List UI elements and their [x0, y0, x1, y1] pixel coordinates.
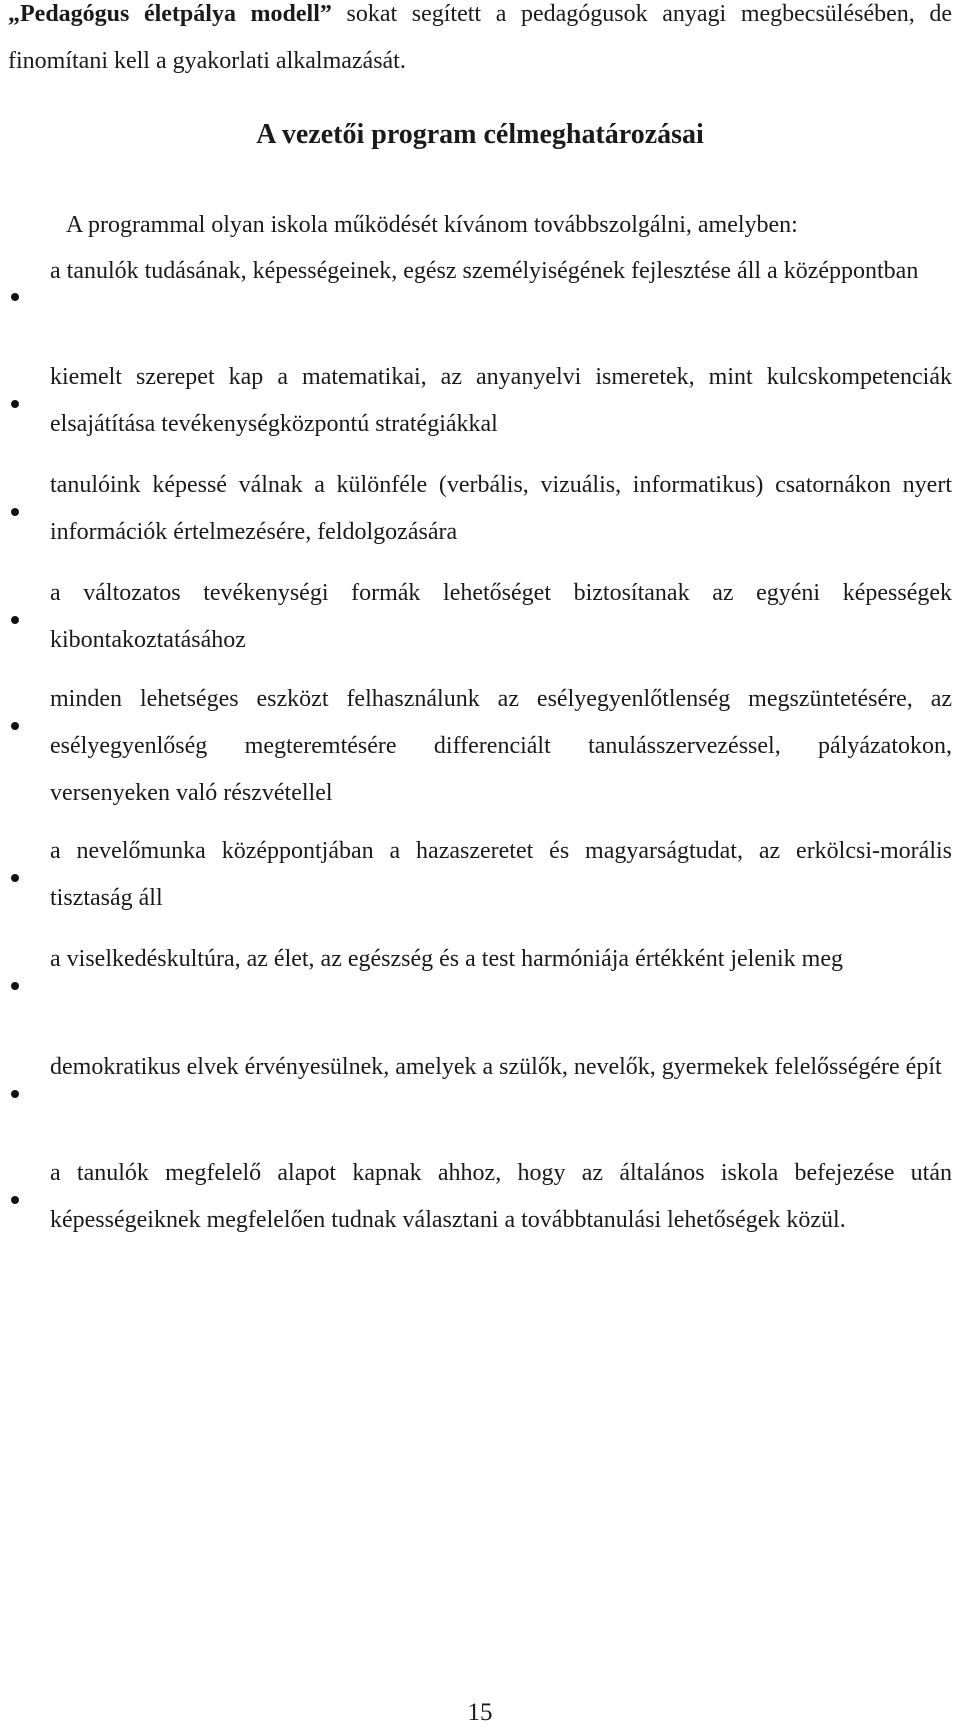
- bullet-icon: [11, 400, 19, 408]
- list-item-text: demokratikus elvek érvényesülnek, amelyek a szülők, nevelők, gyermekek felelősségére épít: [50, 1054, 942, 1080]
- list-item-text: a tanulók tudásának, képességeinek, egész személyiségének fejlesztése áll a középpontban: [50, 258, 919, 284]
- list-item: [50, 828, 952, 922]
- intro-text: sokat segített a pedagógusok anyagi megbecsülésében, de finomítani kell a gyakorlati alkalmazását.: [8, 1, 953, 74]
- intro-bold-term: „Pedagógus életpálya modell”: [8, 1, 332, 27]
- list-item: [50, 1044, 952, 1091]
- list-item-text: a változatos tevékenységi formák lehetőséget biztosítanak az egyéni képességek kibontakoztatásához: [50, 580, 952, 653]
- list-item: [50, 570, 952, 664]
- list-item-text: a nevelőmunka középpontjában a hazaszeretet és magyarságtudat, az erkölcsi-morális tisztaság áll: [50, 838, 952, 911]
- page-number: 15: [467, 1699, 493, 1726]
- bullet-icon: [11, 1196, 19, 1204]
- section-heading: A vezetői program célmeghatározásai: [256, 119, 704, 150]
- bullet-icon: [11, 508, 19, 516]
- list-item-text: a tanulók megfelelő alapot kapnak ahhoz, hogy az általános iskola befejezése után képességeiknek megfelelően tudnak választani a továbbtanulási lehetőségek közül.: [50, 1160, 952, 1233]
- intro-paragraph: [8, 0, 952, 85]
- list-item-text: minden lehetséges eszközt felhasználunk az esélyegyenlőtlenség megszüntetésére, az esélyegyenlőség megteremtésére differenciált tanulásszervezéssel, pályázatokon, versenyeken való részvétellel: [50, 686, 952, 806]
- lead-sentence: A programmal olyan iskola működését kívánom továbbszolgálni, amelyben:: [66, 212, 798, 238]
- list-item: [50, 936, 952, 983]
- list-item: [50, 462, 952, 556]
- bullet-icon: [11, 293, 19, 301]
- list-item: [50, 676, 952, 817]
- list-item: [50, 354, 952, 448]
- list-item-text: a viselkedéskultúra, az élet, az egészség és a test harmóniája értékként jelenik meg: [50, 946, 843, 972]
- list-item: [50, 1150, 952, 1244]
- bullet-icon: [11, 1090, 19, 1098]
- bullet-icon: [11, 982, 19, 990]
- bullet-icon: [11, 616, 19, 624]
- bullet-icon: [11, 874, 19, 882]
- list-item: [50, 248, 952, 295]
- list-item-text: kiemelt szerepet kap a matematikai, az anyanyelvi ismeretek, mint kulcskompetenciák elsajátítása tevékenységközpontú stratégiákkal: [50, 364, 952, 437]
- bullet-icon: [11, 722, 19, 730]
- list-item-text: tanulóink képessé válnak a különféle (verbális, vizuális, informatikus) csatornákon nyert információk értelmezésére, feldolgozására: [50, 472, 952, 545]
